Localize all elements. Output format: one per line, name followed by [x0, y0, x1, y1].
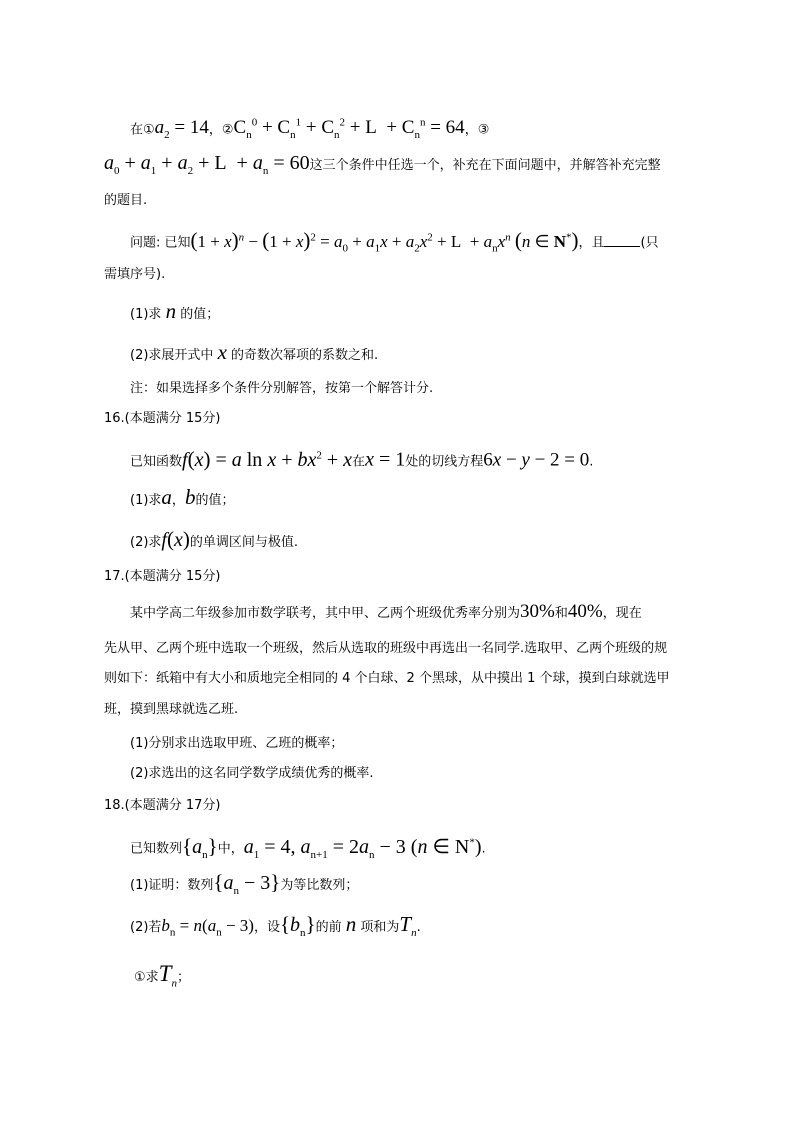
question-line	[130, 226, 659, 259]
p15-part1-tail: 的值；	[176, 307, 220, 322]
p17-body-4	[104, 699, 238, 721]
var-n: n	[165, 299, 177, 323]
condition-separator-3: ，③	[464, 122, 490, 138]
p16-stem-b: 在	[352, 454, 366, 470]
p17-body4-text: 班，摸到黑球就选乙班.	[104, 702, 239, 717]
condition-line-2	[104, 152, 661, 182]
var-n-2: n	[345, 912, 357, 936]
p16-fx: f(x)	[161, 527, 190, 551]
intro-text-a: 在①	[130, 122, 155, 138]
var-b: b	[184, 485, 196, 509]
intro-text-c: 的题目.	[104, 193, 148, 208]
p16-stem-a: 已知函数	[130, 454, 183, 470]
p17-body2-text: 先从甲、乙两个班中选取一个班级，然后从选取的班级中再选出一名同学.选取甲、乙两个班级的规	[104, 641, 668, 656]
math-condition-2: $C_n^0 + C_n^1 + C_n^2 + L + C_n^n = 64$	[233, 117, 465, 142]
p16-stem	[130, 444, 593, 474]
math-condition-3: $a_0 + a_1 + a_2 + L + a_n = 60$	[104, 152, 310, 177]
p18-part2-label: (2)若	[130, 920, 162, 935]
question-tail-2: (只	[640, 235, 659, 251]
p18-stem	[130, 831, 486, 866]
p18-seq: $\{a_n\}$	[182, 833, 218, 861]
p16-part1-tail: 的值；	[195, 493, 235, 508]
p18-sub1-label: ①求	[134, 970, 159, 985]
p17-part2	[130, 763, 374, 785]
p17-part1-text: (1)分别求出选取甲班、乙班的概率；	[130, 736, 344, 751]
answer-blank[interactable]	[604, 232, 640, 247]
p16-stem-c: 处的切线方程	[405, 454, 484, 470]
p16-part1	[130, 486, 234, 512]
p17-body1-a: 某中学高二年级参加市数学联考，其中甲、乙两个班级优秀率分别为	[130, 606, 521, 621]
p15-part1-label: (1)求	[130, 307, 166, 322]
intro-text-b: 这三个条件中任选一个，补充在下面问题中，并解答补充完整	[309, 158, 661, 173]
p18-part2-mid: ，设	[253, 920, 280, 935]
p15-part2-tail: 的奇数次幂项的系数之和.	[226, 348, 379, 363]
condition-line-1	[130, 112, 489, 146]
var-Tn-2: $T_n$	[158, 961, 177, 990]
condition-separator-2: ，②	[208, 122, 234, 138]
p16-tangent: 6x − y − 2 = 0	[483, 449, 590, 471]
p15-note	[130, 378, 433, 400]
p15-part2	[130, 341, 378, 367]
p16-part2-label: (2)求	[130, 535, 162, 550]
p17-part2-text: (2)求选出的这名同学数学成绩优秀的概率.	[130, 766, 374, 781]
p16-header	[104, 408, 221, 430]
p15-part1	[130, 300, 219, 326]
var-Tn: $T_n$	[399, 912, 417, 940]
p16-period: .	[589, 454, 594, 470]
var-x: x	[217, 340, 227, 364]
p17-body1-and: 和	[554, 606, 568, 621]
p18-part2-period: .	[416, 920, 421, 935]
p18-header-text: 18.(本题满分 17分)	[104, 798, 221, 813]
p16-part2	[130, 528, 298, 554]
p18-part1-label: (1)证明：数列	[130, 878, 214, 893]
p16-part1-sep: ，	[171, 493, 185, 508]
question-label: 问题: 已知	[130, 235, 191, 251]
p18-stem-a: 已知数列	[130, 841, 183, 857]
p18-geo-seq: $\{a_n - 3\}$	[213, 870, 281, 897]
p18-period: .	[481, 841, 486, 857]
p18-bn-def: $b_n = n(a_n - 3)$	[161, 916, 254, 939]
p17-body-2	[104, 638, 667, 660]
p17-body3-text: 则如下：纸箱中有大小和质地完全相同的 4 个白球、2 个黑球，从中摸出 1 个球，摸到白球就选甲	[104, 671, 670, 686]
p16-point: x = 1	[365, 448, 406, 471]
question-formula: $(1 + x)^n - (1 + x)^2 = a_0 + a_1x + a_2x^2 + L + a_nx^n$ (n ∈ N*)	[190, 227, 579, 255]
p18-header	[104, 795, 221, 817]
p18-part2-sub1	[134, 963, 190, 995]
intro-line-3	[104, 190, 147, 212]
p18-part1-tail: 为等比数列；	[280, 878, 359, 893]
p18-stem-b: 中，	[217, 841, 244, 857]
p18-recurrence: $a_1 = 4$, $a_{n+1} = 2a_n - 3$ (n ∈ N*)	[243, 835, 482, 861]
p17-body-3	[104, 668, 669, 690]
p18-bn-seq: $\{b_n\}$	[279, 912, 316, 939]
p17-body-1	[130, 601, 642, 625]
p17-header-text: 17.(本题满分 15分)	[104, 569, 221, 584]
math-condition-1: $a_2 = 14$	[154, 117, 209, 142]
p16-function: f(x) = a $\ln x + bx^2 + x$	[182, 446, 353, 471]
question-tail: ，且	[578, 235, 605, 251]
p17-rate-1: 30%	[520, 601, 555, 622]
p17-header	[104, 566, 221, 588]
p16-part1-label: (1)求	[130, 493, 162, 508]
p17-part1	[130, 733, 343, 755]
p18-part2-mid3: 项和为	[356, 920, 400, 935]
p17-rate-2: 40%	[567, 601, 603, 622]
p16-part2-tail: 的单调区间与极值.	[189, 535, 299, 550]
p17-body1-b: ，现在	[602, 606, 642, 621]
question-continuation: 需填序号).	[104, 267, 166, 282]
question-line-cont	[104, 264, 165, 286]
p16-header-text: 16.(本题满分 15分)	[104, 411, 221, 426]
var-a: a	[161, 485, 172, 509]
p18-part1	[130, 871, 358, 902]
p18-part2-mid2: 的前	[315, 920, 346, 935]
p15-part2-label: (2)求展开式中	[130, 348, 218, 363]
p18-sub1-tail: ；	[176, 970, 190, 985]
p18-part2	[130, 913, 421, 944]
p15-note-text: 注：如果选择多个条件分别解答，按第一个解答计分.	[130, 381, 434, 396]
